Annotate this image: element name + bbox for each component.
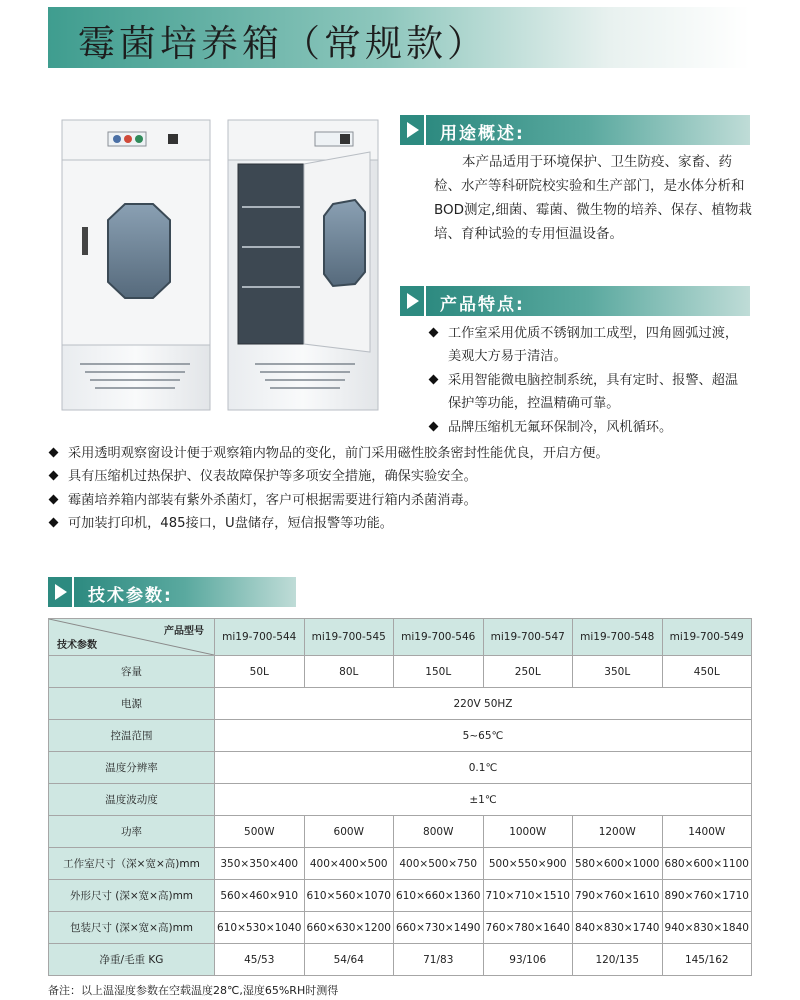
table-cell: 680×600×1100 — [662, 848, 752, 880]
arrow-icon — [48, 577, 72, 607]
row-label: 温度波动度 — [49, 784, 215, 816]
diamond-bullet-icon — [49, 518, 59, 528]
table-cell: 93/106 — [483, 944, 573, 976]
model-header: mi19-700-547 — [483, 619, 573, 656]
table-cell: 350×350×400 — [215, 848, 305, 880]
table-row — [49, 880, 752, 912]
table-header-row — [49, 619, 752, 656]
table-cell: 660×630×1200 — [304, 912, 394, 944]
spec-table — [48, 618, 752, 976]
footnote: 备注：以上温湿度参数在空载温度28℃,湿度65%RH时测得 — [48, 984, 339, 997]
usage-text: 本产品适用于环境保护、卫生防疫、家畜、药检、水产等科研院校实验和生产部门，是水体分析和BOD测定,细菌、霉菌、微生物的培养、保存、植物栽培、育种试验的专用恒温设备。 — [434, 154, 752, 242]
table-cell: 80L — [304, 656, 394, 688]
row-label: 温度分辨率 — [49, 752, 215, 784]
row-label: 工作室尺寸（深×宽×高)mm — [49, 848, 215, 880]
table-cell: 790×760×1610 — [573, 880, 663, 912]
table-cell: 54/64 — [304, 944, 394, 976]
features-list-right — [428, 322, 750, 439]
table-cell: 500×550×900 — [483, 848, 573, 880]
model-header: mi19-700-545 — [304, 619, 394, 656]
corner-top-label: 产品型号 — [164, 626, 204, 637]
arrow-icon — [400, 115, 424, 145]
corner-bottom-label: 技术参数 — [57, 640, 97, 651]
table-cell: 890×760×1710 — [662, 880, 752, 912]
table-cell: ±1℃ — [215, 784, 752, 816]
table-cell: 5~65℃ — [215, 720, 752, 752]
features-list-full — [48, 442, 750, 536]
table-cell: 610×560×1070 — [304, 880, 394, 912]
table-cell: 45/53 — [215, 944, 305, 976]
table-row — [49, 816, 752, 848]
row-label: 净重/毛重 KG — [49, 944, 215, 976]
model-header: mi19-700-549 — [662, 619, 752, 656]
usage-heading: 用途概述: — [440, 124, 525, 144]
usage-heading-bar — [400, 115, 750, 145]
table-cell: 1000W — [483, 816, 573, 848]
row-label: 控温范围 — [49, 720, 215, 752]
table-row — [49, 752, 752, 784]
table-cell: 760×780×1640 — [483, 912, 573, 944]
table-cell: 800W — [394, 816, 484, 848]
table-cell: 940×830×1840 — [662, 912, 752, 944]
table-cell: 120/135 — [573, 944, 663, 976]
table-cell: 400×500×750 — [394, 848, 484, 880]
model-header: mi19-700-548 — [573, 619, 663, 656]
table-row — [49, 848, 752, 880]
table-cell: 220V 50HZ — [215, 688, 752, 720]
table-row — [49, 784, 752, 816]
table-cell: 145/162 — [662, 944, 752, 976]
table-cell: 840×830×1740 — [573, 912, 663, 944]
diamond-bullet-icon — [429, 421, 439, 431]
table-cell: 1400W — [662, 816, 752, 848]
model-header: mi19-700-544 — [215, 619, 305, 656]
table-cell: 1200W — [573, 816, 663, 848]
table-cell: 50L — [215, 656, 305, 688]
table-cell: 560×460×910 — [215, 880, 305, 912]
table-cell: 350L — [573, 656, 663, 688]
list-item: 霉菌培养箱内部装有紫外杀菌灯，客户可根据需要进行箱内杀菌消毒。 — [48, 489, 750, 512]
table-cell: 71/83 — [394, 944, 484, 976]
table-cell: 610×660×1360 — [394, 880, 484, 912]
table-cell: 0.1℃ — [215, 752, 752, 784]
diamond-bullet-icon — [49, 494, 59, 504]
table-cell: 150L — [394, 656, 484, 688]
table-cell: 580×600×1000 — [573, 848, 663, 880]
table-corner — [49, 619, 215, 656]
diamond-bullet-icon — [49, 471, 59, 481]
list-item: 可加装打印机，485接口，U盘储存，短信报警等功能。 — [48, 512, 750, 535]
row-label: 功率 — [49, 816, 215, 848]
diamond-bullet-icon — [429, 328, 439, 338]
row-label: 外形尺寸 (深×宽×高)mm — [49, 880, 215, 912]
diamond-bullet-icon — [49, 448, 59, 458]
page-title: 霉菌培养箱（常规款） — [78, 22, 488, 65]
arrow-icon — [400, 286, 424, 316]
features-heading-bar — [400, 286, 750, 316]
table-row — [49, 944, 752, 976]
list-item: 工作室采用优质不锈钢加工成型，四角圆弧过渡，美观大方易于清洁。 — [428, 322, 750, 369]
list-item: 具有压缩机过热保护、仪表故障保护等多项安全措施，确保实验安全。 — [48, 465, 750, 488]
table-row — [49, 720, 752, 752]
spec-table-body — [49, 656, 752, 976]
table-row — [49, 656, 752, 688]
specs-heading-bar — [48, 577, 296, 607]
list-item: 采用透明观察窗设计便于观察箱内物品的变化，前门采用磁性胶条密封性能优良，开启方便。 — [48, 442, 750, 465]
table-cell: 710×710×1510 — [483, 880, 573, 912]
table-row — [49, 688, 752, 720]
table-cell: 400×400×500 — [304, 848, 394, 880]
features-heading: 产品特点: — [440, 295, 525, 315]
table-cell: 450L — [662, 656, 752, 688]
product-image — [50, 112, 390, 417]
list-item: 采用智能微电脑控制系统，具有定时、报警、超温保护等功能，控温精确可靠。 — [428, 369, 750, 416]
table-cell: 610×530×1040 — [215, 912, 305, 944]
table-row — [49, 912, 752, 944]
diamond-bullet-icon — [429, 374, 439, 384]
row-label: 电源 — [49, 688, 215, 720]
row-label: 包装尺寸 (深×宽×高)mm — [49, 912, 215, 944]
model-header: mi19-700-546 — [394, 619, 484, 656]
row-label: 容量 — [49, 656, 215, 688]
table-cell: 500W — [215, 816, 305, 848]
table-cell: 250L — [483, 656, 573, 688]
title-banner — [48, 7, 750, 68]
specs-heading: 技术参数: — [88, 586, 173, 606]
list-item: 品牌压缩机无氟环保制冷，风机循环。 — [428, 416, 750, 439]
table-cell: 660×730×1490 — [394, 912, 484, 944]
table-cell: 600W — [304, 816, 394, 848]
